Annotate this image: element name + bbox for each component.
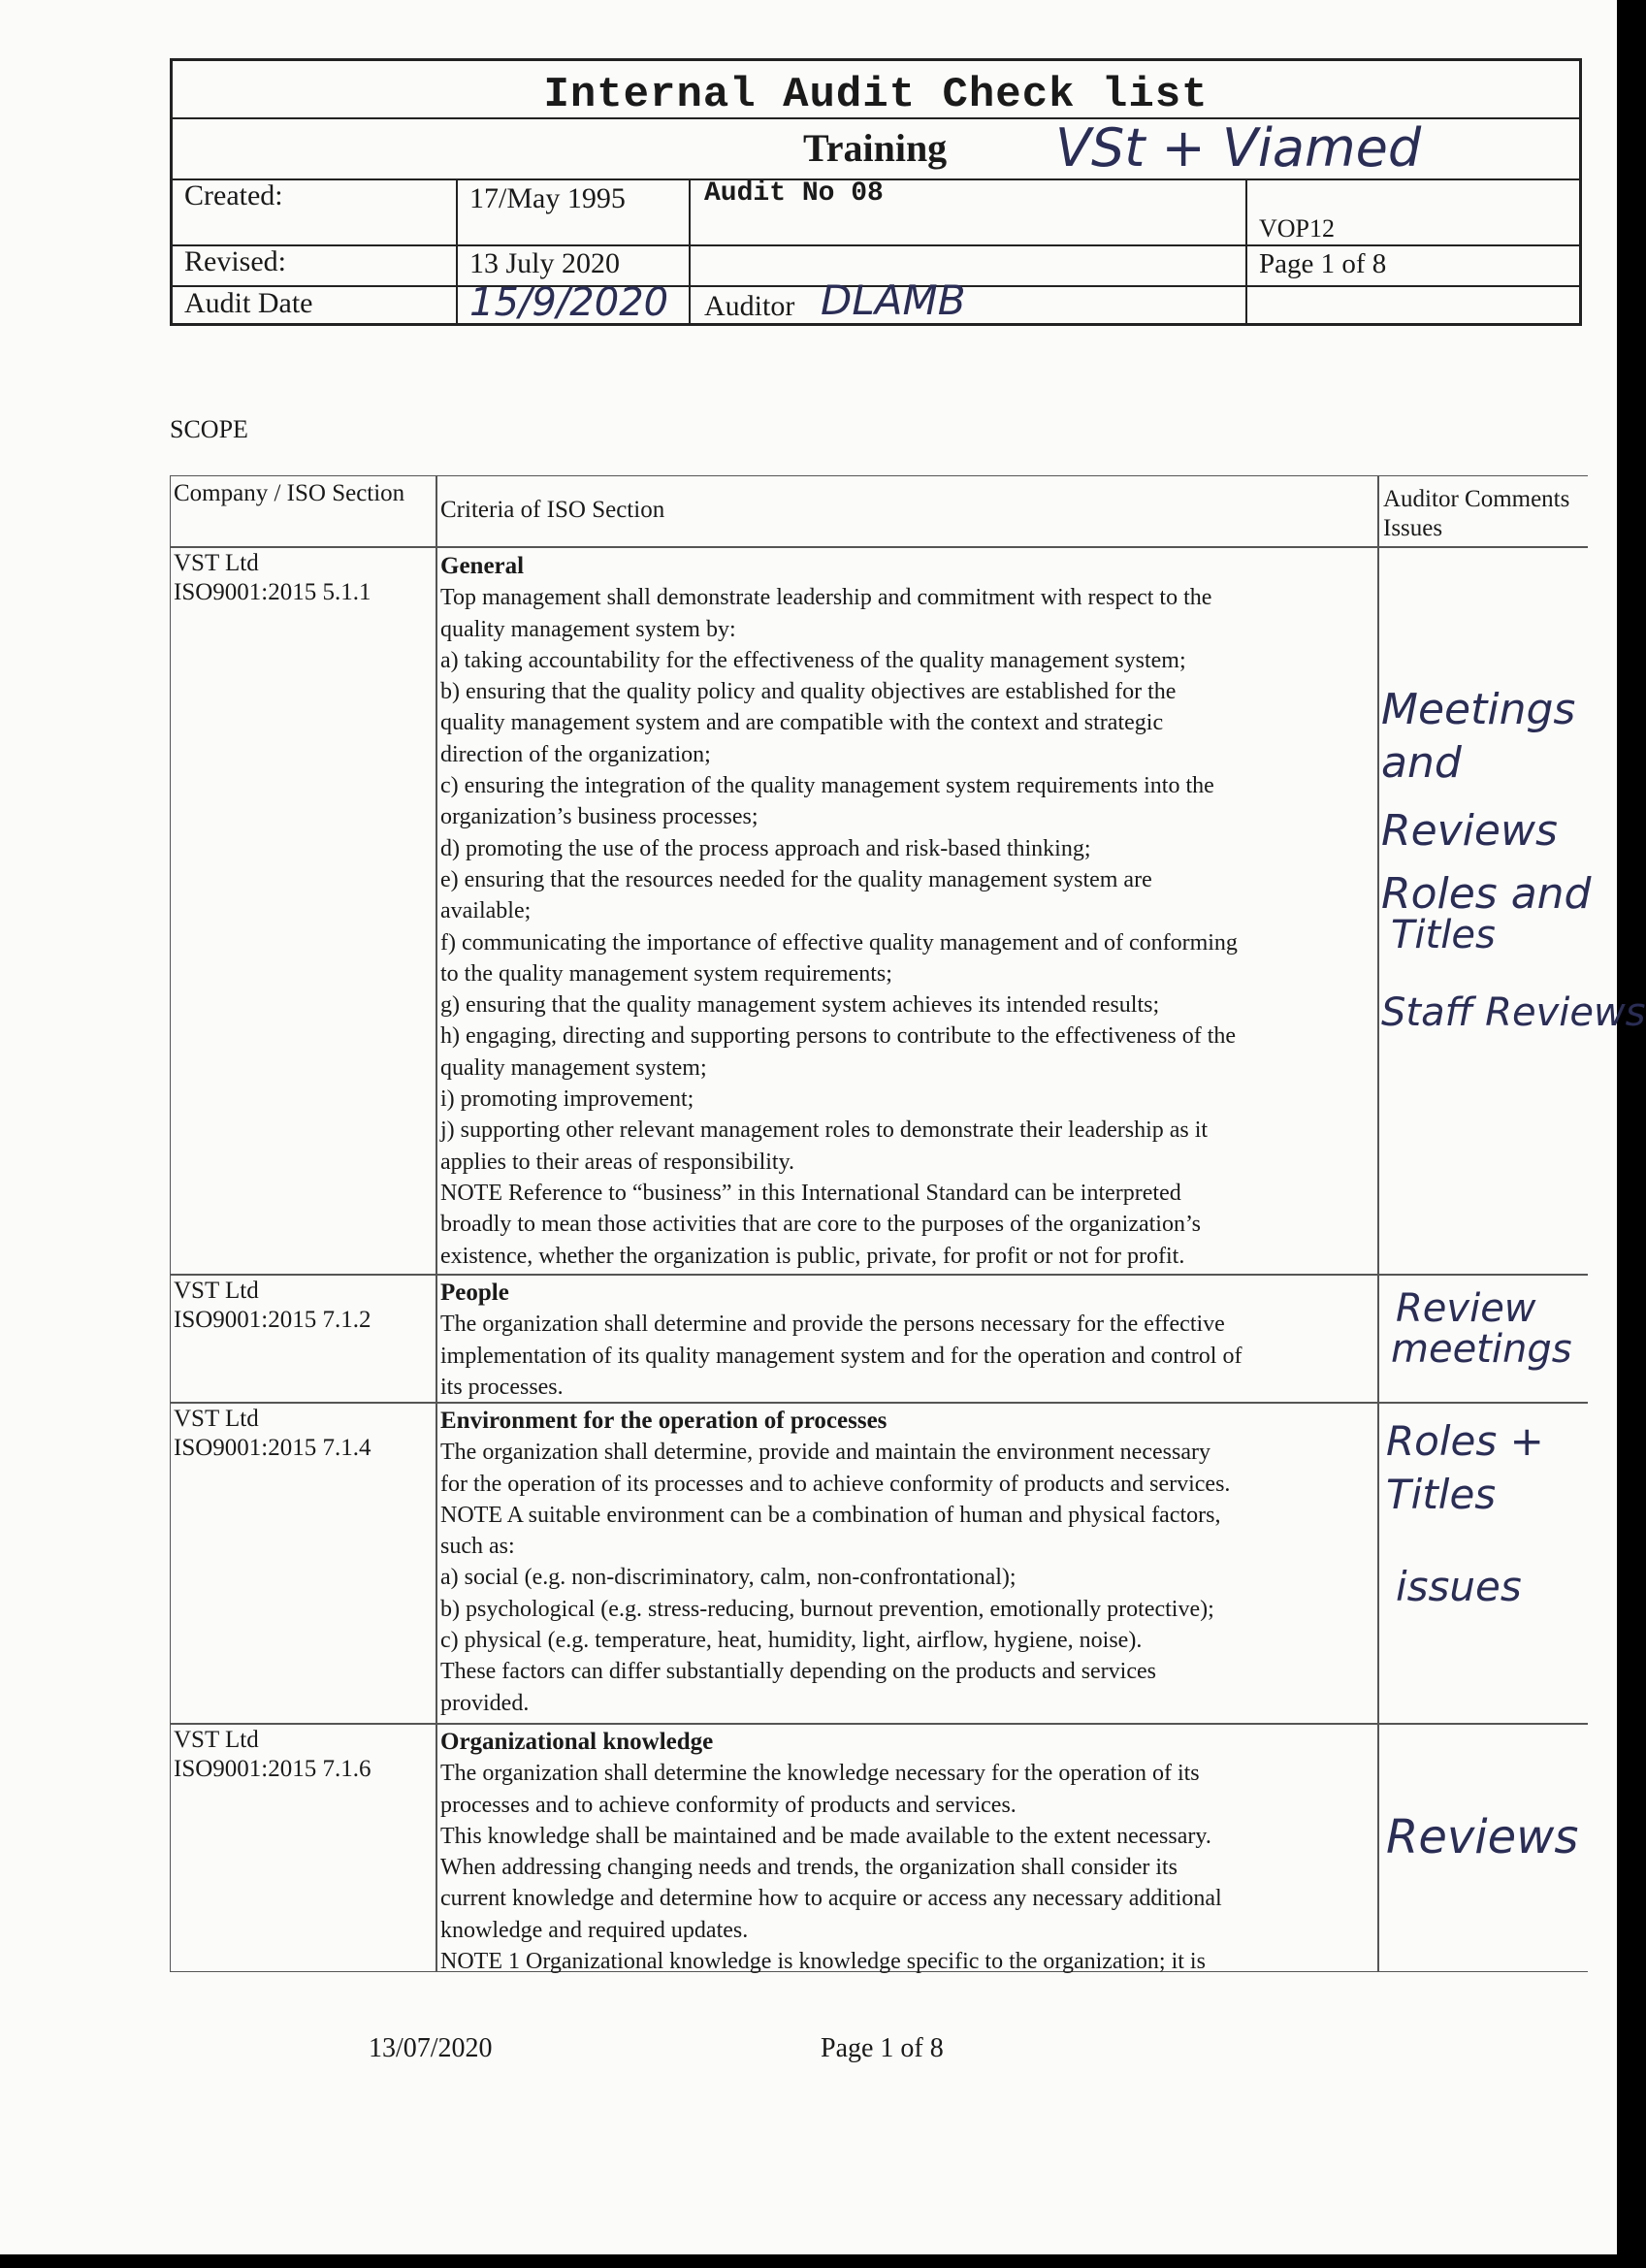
criteria-line: The organization shall determine, provide and maintain the environment necessary [440,1440,1210,1466]
criteria-line: f) communicating the importance of effective quality management and of conforming [440,929,1238,956]
auditor-label: Auditor [704,290,795,322]
criteria-line: The organization shall determine and provide the persons necessary for the effective [440,1312,1225,1338]
criteria-line: to the quality management system requirements; [440,960,892,987]
criteria-line: h) engaging, directing and supporting persons to contribute to the effectiveness of the [440,1023,1237,1050]
document-title: Internal Audit Check list [543,71,1209,119]
column-header-company: Company / ISO Section [174,480,405,506]
criteria-line: j) supporting other relevant management roles to demonstrate their leadership as it [440,1118,1209,1144]
document-code: VOP12 [1259,214,1336,243]
criteria-line: its processes. [440,1374,564,1400]
criteria-line: g) ensuring that the quality management system achieves its intended results; [440,992,1160,1019]
criteria-line: existence, whether the organization is public, private, for profit or not for profit. [440,1243,1185,1269]
handwritten-comment: Meetings [1381,685,1576,734]
handwritten-comment: Reviews [1386,1810,1579,1864]
criteria-line: The organization shall determine the knowledge necessary for the operation of its [440,1761,1200,1787]
handwritten-comment: and [1381,738,1462,788]
row-section: ISO9001:2015 7.1.4 [174,1435,371,1461]
criteria-heading: General [440,553,525,579]
criteria-line: provided. [440,1690,530,1716]
criteria-line: b) psychological (e.g. stress-reducing, burnout prevention, emotionally protective); [440,1596,1214,1622]
revised-value: 13 July 2020 [469,247,621,279]
criteria-line: This knowledge shall be maintained and be made available to the extent necessary. [440,1823,1211,1849]
revised-label: Revised: [184,245,286,277]
criteria-line: c) physical (e.g. temperature, heat, humidity, light, airflow, hygiene, noise). [440,1628,1143,1654]
handwritten-comment: Titles [1386,1471,1497,1518]
criteria-line: a) social (e.g. non-discriminatory, calm, non-confrontational); [440,1565,1017,1591]
criteria-line: e) ensuring that the resources needed for the quality management system are [440,866,1152,892]
criteria-line: current knowledge and determine how to acquire or access any necessary additional [440,1886,1222,1912]
scope-label: SCOPE [170,415,248,443]
criteria-line: processes and to achieve conformity of products and services. [440,1792,1017,1818]
criteria-line: direction of the organization; [440,741,711,767]
audit-table [170,475,1646,1975]
column-header-comments: Auditor Comments [1383,486,1570,512]
criteria-line: Top management shall demonstrate leadership and commitment with respect to the [440,585,1212,611]
created-value: 17/May 1995 [469,182,626,214]
handwritten-comment: Reviews [1381,806,1558,856]
footer-date: 13/07/2020 [369,2033,493,2063]
criteria-line: NOTE 1 Organizational knowledge is knowledge specific to the organization; it is [440,1949,1206,1975]
row-criteria [440,1406,1376,1719]
handwritten-comment: Roles + [1386,1417,1544,1465]
criteria-line: NOTE A suitable environment can be a combination of human and physical factors, [440,1502,1221,1528]
row-criteria [440,551,1376,1272]
handwritten-comment: issues [1396,1563,1522,1610]
criteria-line: quality management system; [440,1054,707,1081]
handwritten-comment: Staff Reviews [1381,990,1646,1035]
criteria-line: knowledge and required updates. [440,1917,749,1943]
criteria-heading: Organizational knowledge [440,1729,714,1755]
column-header-issues: Issues [1383,515,1443,541]
criteria-line: quality management system by: [440,616,736,642]
footer-page-number: Page 1 of 8 [821,2033,944,2063]
handwritten-comment: Titles [1391,913,1496,957]
audit-date-label: Audit Date [184,287,313,319]
row-company: VST Ltd [174,1406,259,1432]
handwritten-comment: Roles and [1381,869,1592,919]
criteria-line: d) promoting the use of the process approach and risk-based thinking; [440,835,1091,861]
criteria-line: b) ensuring that the quality policy and quality objectives are established for the [440,679,1177,705]
criteria-line: c) ensuring the integration of the quality management system requirements into the [440,773,1214,799]
criteria-heading: Environment for the operation of processes [440,1408,888,1434]
header-page-number: Page 1 of 8 [1259,248,1387,279]
audit-date-value: 15/9/2020 [469,280,669,325]
criteria-line: When addressing changing needs and trends, the organization shall consider its [440,1855,1178,1881]
criteria-line: i) promoting improvement; [440,1086,694,1113]
row-criteria [440,1727,1376,1977]
criteria-line: NOTE Reference to “business” in this International Standard can be interpreted [440,1180,1181,1206]
header-box [170,58,1582,326]
row-section: ISO9001:2015 5.1.1 [174,579,371,605]
criteria-heading: People [440,1280,509,1306]
column-header-criteria: Criteria of ISO Section [440,497,665,523]
criteria-line: such as: [440,1534,515,1560]
handwritten-comment: meetings [1391,1327,1572,1372]
criteria-line: organization’s business processes; [440,804,758,830]
row-section: ISO9001:2015 7.1.6 [174,1756,371,1782]
criteria-line: implementation of its quality management system and for the operation and control of [440,1343,1243,1369]
row-company: VST Ltd [174,1278,259,1304]
audit-number: Audit No 08 [704,178,884,209]
handwritten-comment: Review [1396,1286,1536,1331]
document-subtitle: Training [803,126,948,170]
criteria-line: available; [440,898,532,924]
criteria-line: These factors can differ substantially depending on the products and services [440,1659,1156,1685]
criteria-line: quality management system and are compatible with the context and strategic [440,710,1164,736]
created-label: Created: [184,179,283,211]
criteria-line: for the operation of its processes and to achieve conformity of products and services. [440,1471,1231,1497]
criteria-line: a) taking accountability for the effectiveness of the quality management system; [440,647,1186,673]
criteria-line: applies to their areas of responsibility. [440,1149,795,1175]
row-criteria [440,1278,1376,1403]
row-company: VST Ltd [174,1727,259,1753]
row-company: VST Ltd [174,550,259,576]
auditor-signature: DLAMB [821,276,966,324]
criteria-line: broadly to mean those activities that are core to the purposes of the organization’s [440,1212,1201,1238]
row-section: ISO9001:2015 7.1.2 [174,1307,371,1333]
handwritten-subtitle: VSt + Viamed [1055,117,1422,178]
